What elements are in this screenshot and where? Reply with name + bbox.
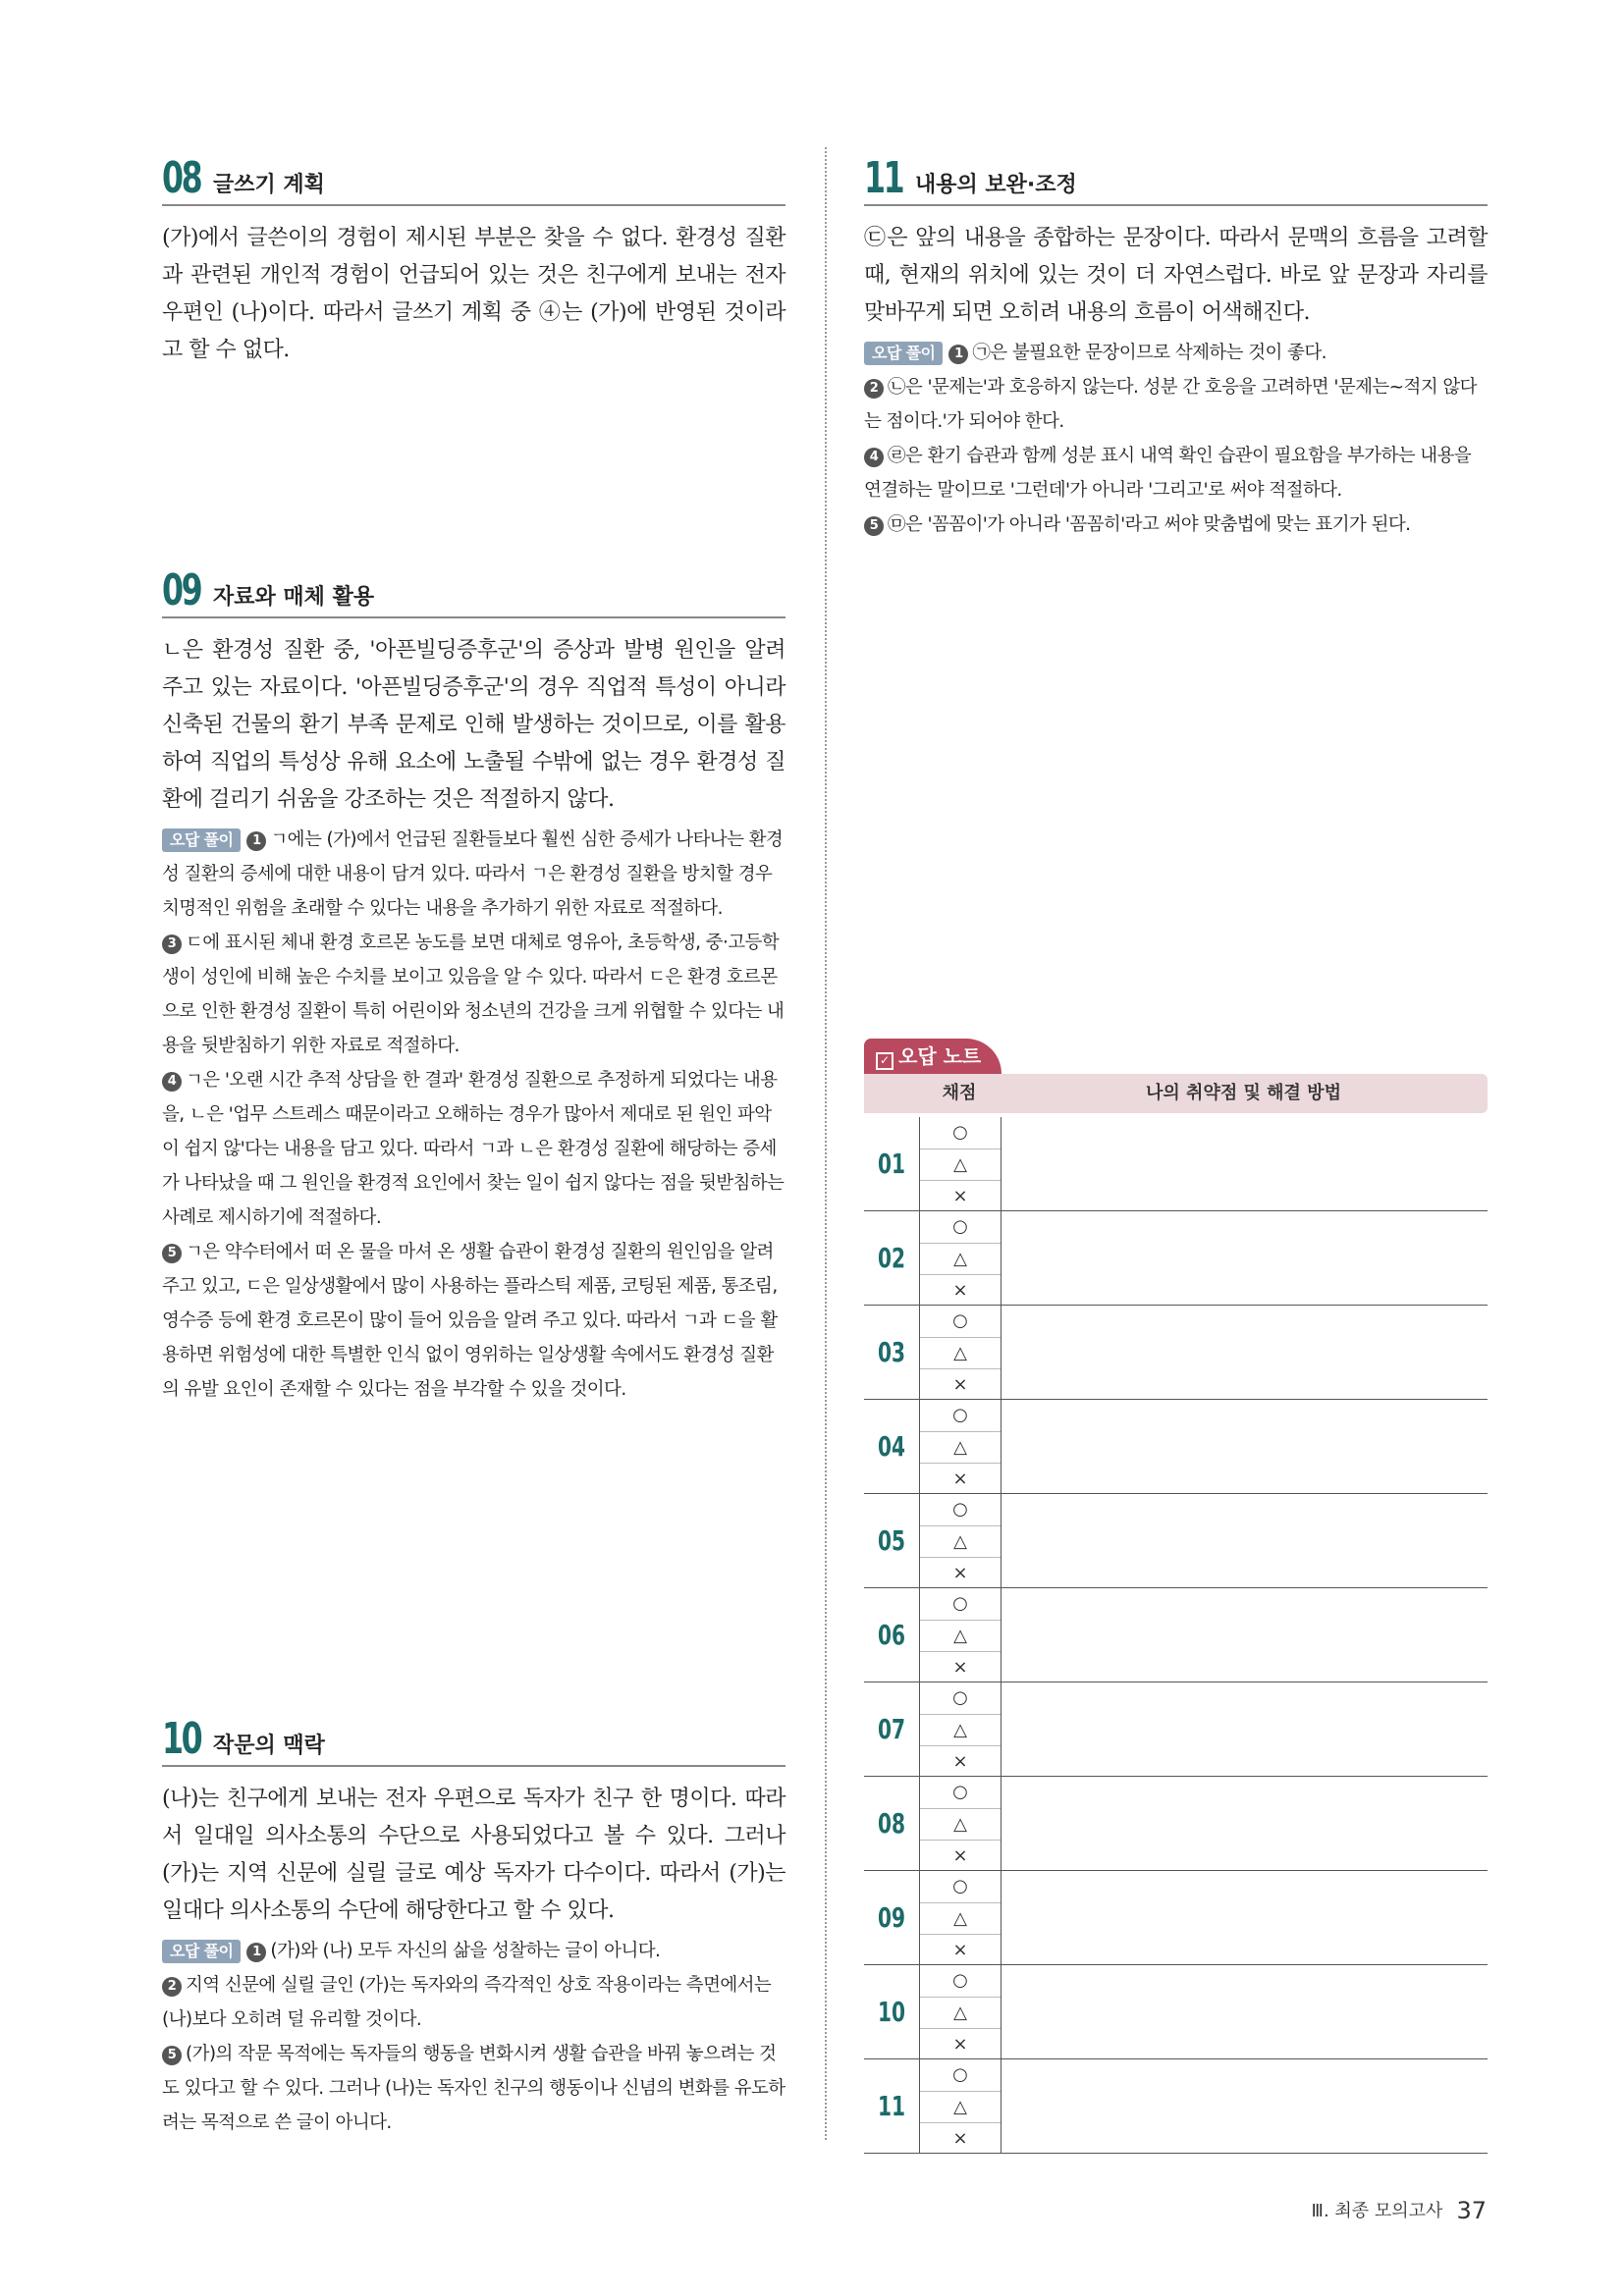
- partial-mark[interactable]: △: [920, 1244, 1001, 1276]
- note-text: ㉤은 '꼼꼼이'가 아니라 '꼼꼼히'라고 써야 맞춤법에 맞는 표기가 된다.: [888, 514, 1411, 535]
- correct-mark[interactable]: ○: [920, 1871, 1001, 1903]
- section-title: 글쓰기 계획: [213, 173, 325, 197]
- question-number: 11: [877, 2090, 906, 2122]
- wrong-note-title: 오답 노트: [898, 1044, 982, 1068]
- section-header: [162, 560, 785, 618]
- score-marks: [919, 1211, 1001, 1305]
- solution-writing-area[interactable]: [1001, 2059, 1488, 2153]
- note-text: ㄷ에 표시된 체내 환경 호르몬 농도를 보면 대체로 영유아, 초등학생, 중·고등학생이 성인에 비해 높은 수치를 보이고 있음을 알 수 있다. 따라서 ㄷ은 환경 호르몬으로 인한 환경성 질환이 특히 어린이와 청소년의 건강을 크게 위협할 수 있다는 내용을 뒷받침하기 위한 자료로 적절하다.: [162, 933, 785, 1056]
- section-body: (가)에서 글쓴이의 경험이 제시된 부분은 찾을 수 없다. 환경성 질환과 관련된 개인적 경험이 언급되어 있는 것은 친구에게 보내는 전자 우편인 (나)이다. 따라서 글쓰기 계획 중 ④는 (가)에 반영된 것이라고 할 수 없다.: [162, 226, 785, 362]
- section-number: 11: [864, 153, 903, 203]
- solution-writing-area[interactable]: [1001, 1965, 1488, 2058]
- option-number: 5: [162, 1244, 182, 1263]
- score-marks: [919, 1682, 1001, 1776]
- partial-mark[interactable]: △: [920, 1149, 1001, 1182]
- wrong-answer-badge: 오답 풀이: [864, 342, 943, 365]
- option-number: 2: [864, 379, 884, 399]
- section-11: [864, 147, 1488, 542]
- option-number: 3: [162, 934, 182, 954]
- wrong-note-row: [864, 1682, 1488, 1777]
- correct-mark[interactable]: ○: [920, 1211, 1001, 1244]
- wrong-answer-notes: [162, 1934, 785, 2140]
- question-number: 04: [877, 1430, 906, 1463]
- partial-mark[interactable]: △: [920, 1809, 1001, 1842]
- note-text: ㉣은 환기 습관과 함께 성분 표시 내역 확인 습관이 필요함을 부가하는 내용을 연결하는 말이므로 '그런데'가 아니라 '그리고'로 써야 적절하다.: [864, 446, 1472, 501]
- solution-writing-area[interactable]: [1001, 1400, 1488, 1493]
- correct-mark[interactable]: ○: [920, 1117, 1001, 1149]
- score-marks: [919, 2059, 1001, 2153]
- wrong-note-row: [864, 1777, 1488, 1871]
- score-marks: [919, 1965, 1001, 2058]
- section-title: 자료와 매체 활용: [213, 585, 375, 610]
- checkbox-icon: ✓: [876, 1052, 893, 1070]
- note-item: [162, 2037, 785, 2140]
- wrong-mark[interactable]: ×: [952, 1468, 968, 1490]
- partial-mark[interactable]: △: [920, 1432, 1001, 1465]
- wrong-mark[interactable]: ×: [952, 2034, 968, 2056]
- section-header: [864, 147, 1488, 206]
- solution-writing-area[interactable]: [1001, 1682, 1488, 1776]
- note-item: [162, 823, 785, 926]
- wrong-note-row: [864, 1117, 1488, 1211]
- section-number: 10: [162, 1714, 201, 1764]
- wrong-mark[interactable]: ×: [952, 1751, 968, 1773]
- section-number: 09: [162, 565, 201, 615]
- option-number: 1: [246, 831, 266, 851]
- section-09: [162, 560, 785, 1407]
- wrong-note-header: [864, 1074, 1488, 1113]
- note-item: [162, 1934, 785, 1968]
- wrong-answer-notes: [162, 823, 785, 1407]
- note-text: ㄱ에는 (가)에서 언급된 질환들보다 훨씬 심한 증세가 나타나는 환경성 질환의 증세에 대한 내용이 담겨 있다. 따라서 ㄱ은 환경성 질환을 방치할 경우 치명적인 위험을 초래할 수 있다는 내용을 추가하기 위한 자료로 적절하다.: [162, 829, 784, 919]
- note-text: ㉡은 '문제는'과 호응하지 않는다. 성분 간 호응을 고려하면 '문제는~적지 않다는 점이다.'가 되어야 한다.: [864, 377, 1477, 432]
- correct-mark[interactable]: ○: [920, 1777, 1001, 1809]
- note-item: [162, 1235, 785, 1407]
- note-text: 지역 신문에 실릴 글인 (가)는 독자와의 즉각적인 상호 작용이라는 측면에서는 (나)보다 오히려 덜 유리할 것이다.: [162, 1975, 772, 2030]
- wrong-answer-notes: [864, 336, 1488, 542]
- solution-writing-area[interactable]: [1001, 1117, 1488, 1210]
- correct-mark[interactable]: ○: [920, 2059, 1001, 2092]
- note-text: ㄱ은 약수터에서 떠 온 물을 마셔 온 생활 습관이 환경성 질환의 원인임을 알려 주고 있고, ㄷ은 일상생활에서 많이 사용하는 플라스틱 제품, 코팅된 제품, 통조림, 영수증 등에 환경 호르몬이 많이 들어 있음을 알려 주고 있다. 따라서 ㄱ과 ㄷ을 활용하면 위험성에 대한 특별한 인식 없이 영위하는 일상생활 속에서도 환경성 질환의 유발 요인이 존재할 수 있다는 점을 부각할 수 있을 것이다.: [162, 1242, 778, 1400]
- correct-mark[interactable]: ○: [920, 1494, 1001, 1526]
- partial-mark[interactable]: △: [920, 2092, 1001, 2124]
- section-body: (나)는 친구에게 보내는 전자 우편으로 독자가 친구 한 명이다. 따라서 일대일 의사소통의 수단으로 사용되었다고 볼 수 있다. 그러나 (가)는 지역 신문에 실릴 글로 예상 독자가 다수이다. 따라서 (가)는 일대다 의사소통의 수단에 해당한다고 할 수 있다.: [162, 1787, 785, 1923]
- solution-writing-area[interactable]: [1001, 1211, 1488, 1305]
- wrong-mark[interactable]: ×: [952, 1563, 968, 1584]
- section-title: 작문의 맥락: [213, 1734, 325, 1758]
- section-body: ㄴ은 환경성 질환 중, '아픈빌딩증후군'의 증상과 발병 원인을 알려 주고 있는 자료이다. '아픈빌딩증후군'의 경우 직업적 특성이 아니라 신축된 건물의 환기 부족 문제로 인해 발생하는 것이므로, 이를 활용하여 직업의 특성상 유해 요소에 노출될 수밖에 없는 경우 환경성 질환에 걸리기 쉬움을 강조하는 것은 적절하지 않다.: [162, 638, 785, 812]
- option-number: 5: [864, 516, 884, 536]
- partial-mark[interactable]: △: [920, 1621, 1001, 1653]
- question-number: 06: [877, 1619, 906, 1651]
- section-body: ㉢은 앞의 내용을 종합하는 문장이다. 따라서 문맥의 흐름을 고려할 때, 현재의 위치에 있는 것이 더 자연스럽다. 바로 앞 문장과 자리를 맞바꾸게 되면 오히려 내용의 흐름이 어색해진다.: [864, 226, 1488, 325]
- correct-mark[interactable]: ○: [920, 1965, 1001, 1998]
- option-number: 5: [162, 2046, 182, 2065]
- solution-writing-area[interactable]: [1001, 1494, 1488, 1587]
- partial-mark[interactable]: △: [920, 1338, 1001, 1370]
- wrong-note-row: [864, 1588, 1488, 1682]
- option-number: 2: [162, 1977, 182, 1997]
- method-column-header: 나의 취약점 및 해결 방법: [1146, 1083, 1341, 1103]
- note-text: (가)와 (나) 모두 자신의 삶을 성찰하는 글이 아니다.: [270, 1941, 661, 1961]
- score-column-header: 채점: [942, 1083, 977, 1103]
- wrong-mark[interactable]: ×: [952, 1280, 968, 1302]
- wrong-note-row: [864, 1494, 1488, 1588]
- wrong-mark[interactable]: ×: [952, 1845, 968, 1867]
- note-item: [864, 507, 1488, 542]
- page-number: 37: [1456, 2197, 1487, 2224]
- note-text: ㉠은 불필요한 문장이므로 삭제하는 것이 좋다.: [972, 343, 1326, 363]
- wrong-note-tab: [864, 1039, 1001, 1074]
- section-08: [162, 147, 785, 369]
- option-number: 4: [162, 1072, 182, 1092]
- column-divider: [825, 147, 827, 2140]
- solution-writing-area[interactable]: [1001, 1306, 1488, 1399]
- note-item: [162, 1063, 785, 1235]
- correct-mark[interactable]: ○: [920, 1588, 1001, 1621]
- score-marks: [919, 1494, 1001, 1587]
- wrong-mark[interactable]: ×: [952, 2128, 968, 2150]
- wrong-mark[interactable]: ×: [952, 1186, 968, 1207]
- score-marks: [919, 1588, 1001, 1682]
- option-number: 1: [948, 345, 968, 364]
- score-marks: [919, 1777, 1001, 1870]
- wrong-note-row: [864, 1211, 1488, 1306]
- note-item: [864, 439, 1488, 507]
- note-item: [162, 1968, 785, 2037]
- option-number: 1: [246, 1943, 266, 1962]
- score-marks: [919, 1117, 1001, 1210]
- correct-mark[interactable]: ○: [920, 1682, 1001, 1715]
- correct-mark[interactable]: ○: [920, 1306, 1001, 1338]
- page-footer: [1312, 2197, 1487, 2224]
- chapter-label: Ⅲ. 최종 모의고사: [1311, 2201, 1443, 2221]
- note-text: ㄱ은 '오랜 시간 추적 상담을 한 결과' 환경성 질환으로 추정하게 되었다는 내용을, ㄴ은 '업무 스트레스 때문이라고 오해하는 경우가 많아서 제대로 된 원인 파악이 쉽지 않'다는 내용을 담고 있다. 따라서 ㄱ과 ㄴ은 환경성 질환에 해당하는 증세가 나타났을 때 그 원인을 환경적 요인에서 찾는 일이 쉽지 않다는 점을 뒷받침하는 사례로 제시하기에 적절하다.: [162, 1070, 785, 1228]
- section-header: [162, 147, 785, 206]
- score-marks: [919, 1871, 1001, 1964]
- question-number: 09: [877, 1901, 906, 1934]
- partial-mark[interactable]: △: [920, 1998, 1001, 2030]
- note-item: [864, 336, 1488, 370]
- note-item: [864, 370, 1488, 439]
- wrong-note-rows: [864, 1117, 1488, 2154]
- question-number: 08: [877, 1807, 906, 1840]
- wrong-answer-badge: 오답 풀이: [162, 828, 241, 852]
- wrong-mark[interactable]: ×: [952, 1657, 968, 1679]
- question-number: 05: [877, 1524, 906, 1557]
- wrong-mark[interactable]: ×: [952, 1940, 968, 1961]
- section-10: [162, 1708, 785, 2140]
- section-header: [162, 1708, 785, 1767]
- solution-writing-area[interactable]: [1001, 1777, 1488, 1870]
- wrong-note-row: [864, 1871, 1488, 1965]
- wrong-note-row: [864, 1400, 1488, 1494]
- score-marks: [919, 1400, 1001, 1493]
- wrong-note-row: [864, 1965, 1488, 2059]
- wrong-note-row: [864, 1306, 1488, 1400]
- partial-mark[interactable]: △: [920, 1526, 1001, 1559]
- question-number: 03: [877, 1336, 906, 1368]
- solution-writing-area[interactable]: [1001, 1588, 1488, 1682]
- wrong-answer-badge: 오답 풀이: [162, 1940, 241, 1963]
- question-number: 02: [877, 1242, 906, 1274]
- question-number: 01: [877, 1148, 906, 1180]
- section-title: 내용의 보완·조정: [915, 173, 1077, 197]
- wrong-mark[interactable]: ×: [952, 1374, 968, 1396]
- section-number: 08: [162, 153, 201, 203]
- note-item: [162, 926, 785, 1063]
- note-text: (가)의 작문 목적에는 독자들의 행동을 변화시켜 생활 습관을 바꿔 놓으려는 것도 있다고 할 수 있다. 그러나 (나)는 독자인 친구의 행동이나 신념의 변화를 유도하려는 목적으로 쓴 글이 아니다.: [162, 2044, 785, 2133]
- question-number: 07: [877, 1713, 906, 1745]
- solution-writing-area[interactable]: [1001, 1871, 1488, 1964]
- correct-mark[interactable]: ○: [920, 1400, 1001, 1432]
- question-number: 10: [877, 1996, 906, 2028]
- option-number: 4: [864, 448, 884, 467]
- score-marks: [919, 1306, 1001, 1399]
- partial-mark[interactable]: △: [920, 1715, 1001, 1747]
- partial-mark[interactable]: △: [920, 1903, 1001, 1936]
- wrong-note-row: [864, 2059, 1488, 2154]
